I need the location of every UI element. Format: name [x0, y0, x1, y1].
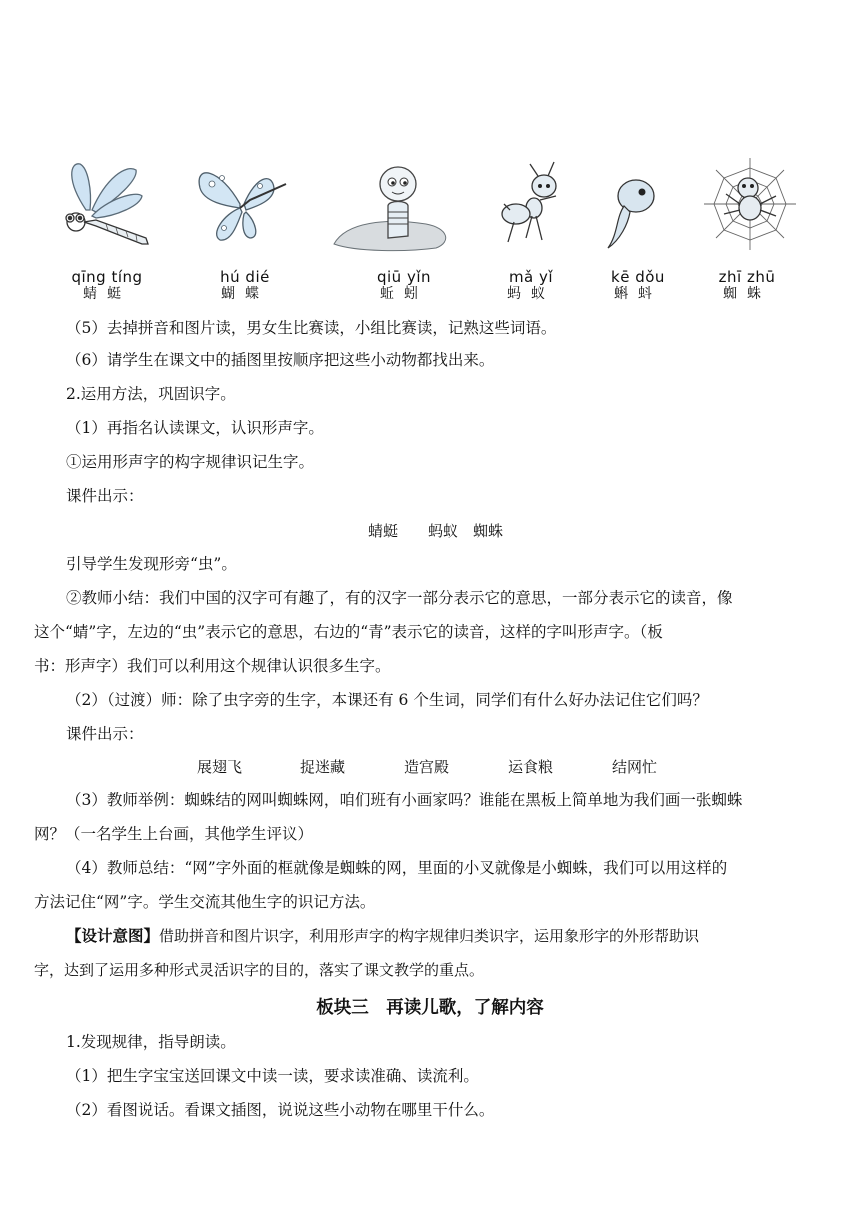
vocab-item [600, 268, 676, 302]
courseware-word: 运食粮 [508, 758, 554, 776]
vocab-item [496, 268, 566, 302]
paragraph: （1）把生字宝宝送回课文中读一读，要求读准确、读流利。 [66, 1067, 479, 1085]
pinyin-text: hú dié [220, 268, 270, 286]
chinese-word: 蜘蛛 [723, 286, 771, 302]
pinyin-text: qiū yǐn [376, 268, 431, 286]
paragraph: 引导学生发现形旁“虫”。 [66, 555, 237, 573]
paragraph: （1）再指名认读课文，认识形声字。 [66, 419, 324, 437]
paragraph: 1.发现规律，指导朗读。 [66, 1033, 236, 1051]
courseware-word: 结网忙 [612, 758, 658, 776]
chinese-word: 蝌蚪 [614, 286, 662, 302]
design-intent-text: 借助拼音和图片识字，利用形声字的构字规律归类识字，运用象形字的外形帮助识 [159, 927, 700, 945]
chinese-word: 蜻蜓 [83, 286, 131, 302]
paragraph: （4）教师总结：“网”字外面的框就像是蜘蛛的网，里面的小叉就像是小蜘蛛，我们可以用这样的 [66, 859, 728, 877]
paragraph: （2）看图说话。看课文插图，说说这些小动物在哪里干什么。 [66, 1101, 495, 1119]
paragraph: ②教师小结：我们中国的汉字可有趣了，有的汉字一部分表示它的意思，一部分表示它的读音，像 [66, 589, 733, 607]
tadpole-icon [600, 174, 660, 254]
courseware-word: 造宫殿 [404, 758, 450, 776]
butterfly-icon [190, 158, 290, 248]
paragraph: 课件出示： [66, 725, 144, 743]
paragraph: ①运用形声字的构字规律识记生字。 [66, 453, 315, 471]
ant-icon [496, 158, 566, 253]
vocab-item [364, 268, 444, 302]
paragraph: （6）请学生在课文中的插图里按顺序把这些小动物都找出来。 [66, 351, 495, 369]
paragraph: （3）教师举例：蜘蛛结的网叫蜘蛛网，咱们班有小画家吗？谁能在黑板上简单地为我们画一张蜘蛛 [66, 791, 743, 809]
courseware-words: 蜻蜓 蚂蚁 蜘蛛 [368, 522, 504, 540]
paragraph: 这个“蜻”字，左边的“虫”表示它的意思，右边的“青”表示它的读音，这样的字叫形声字。（板 [34, 623, 663, 641]
paragraph: （5）去掉拼音和图片读，男女生比赛读，小组比赛读，记熟这些词语。 [66, 319, 557, 337]
chinese-word: 蚯蚓 [380, 286, 428, 302]
pinyin-text: kē dǒu [611, 268, 665, 286]
paragraph: 课件出示： [66, 487, 144, 505]
paragraph: 2.运用方法，巩固识字。 [66, 385, 236, 403]
pinyin-text: mǎ yǐ [508, 268, 554, 286]
earthworm-icon [326, 156, 456, 256]
chinese-word: 蝴蝶 [221, 286, 269, 302]
paragraph: 方法记住“网”字。学生交流其他生字的识记方法。 [34, 893, 376, 911]
vocab-item [707, 268, 787, 302]
pinyin-text: zhī zhū [718, 268, 776, 286]
section-heading: 板块三 再读儿歌，了解内容 [316, 998, 544, 1018]
courseware-word: 捉迷藏 [300, 758, 346, 776]
paragraph: 书：形声字）我们可以利用这个规律认识很多生字。 [34, 657, 391, 675]
vocab-item [205, 268, 285, 302]
design-intent [66, 926, 699, 946]
vocab-item [62, 268, 152, 302]
chinese-word: 蚂蚁 [507, 286, 555, 302]
animal-illustrations [0, 150, 860, 260]
vocab-row [0, 268, 860, 308]
paragraph: （2）（过渡）师：除了虫字旁的生字，本课还有 6 个生词，同学们有什么好办法记住它们吗？ [66, 691, 708, 709]
paragraph: 字，达到了运用多种形式灵活识字的目的，落实了课文教学的重点。 [34, 961, 485, 979]
design-intent-label: 【设计意图】 [66, 927, 160, 945]
paragraph: 网？（一名学生上台画，其他学生评议） [34, 825, 314, 843]
spider-icon [700, 154, 800, 254]
pinyin-text: qīng tíng [71, 268, 143, 286]
dragonfly-icon [56, 160, 156, 250]
courseware-word: 展翅飞 [197, 758, 243, 776]
